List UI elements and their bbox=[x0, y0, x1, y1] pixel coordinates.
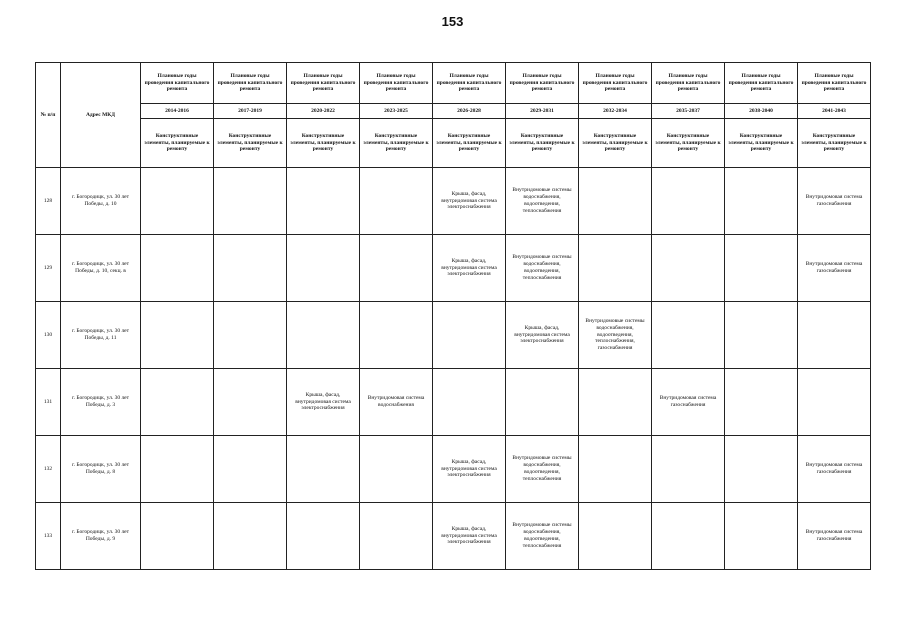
repair-elements-cell bbox=[287, 503, 360, 570]
header-period-title: Плановые годы проведения капитального ремонта bbox=[579, 63, 652, 104]
repair-elements-cell bbox=[287, 168, 360, 235]
repair-elements-cell bbox=[287, 436, 360, 503]
repair-elements-cell: Внутридомовая система газоснабжения bbox=[798, 168, 871, 235]
row-number: 129 bbox=[36, 235, 61, 302]
header-period-years: 2041-2043 bbox=[798, 104, 871, 119]
repair-elements-cell bbox=[141, 302, 214, 369]
header-period-title: Плановые годы проведения капитального ремонта bbox=[287, 63, 360, 104]
repair-elements-cell bbox=[141, 168, 214, 235]
repair-elements-cell bbox=[798, 302, 871, 369]
header-period-years: 2029-2031 bbox=[506, 104, 579, 119]
header-period-title: Плановые годы проведения капитального ремонта bbox=[141, 63, 214, 104]
repair-elements-cell bbox=[214, 302, 287, 369]
header-period-subtitle: Конструктивные элементы, планируемые к ремонту bbox=[652, 119, 725, 168]
repair-elements-cell: Внутридомовые системы водоснабжения, водоотведения, теплоснабжения bbox=[506, 235, 579, 302]
header-period-subtitle: Конструктивные элементы, планируемые к ремонту bbox=[579, 119, 652, 168]
row-number: 128 bbox=[36, 168, 61, 235]
capital-repair-plan-table bbox=[35, 62, 871, 570]
repair-elements-cell: Внутридомовые системы водоснабжения, водоотведения, теплоснабжения, газоснабжения bbox=[579, 302, 652, 369]
row-address: г. Богородицк, ул. 30 лет Победы, д. 10 bbox=[61, 168, 141, 235]
repair-elements-cell bbox=[725, 302, 798, 369]
row-address: г. Богородицк, ул. 30 лет Победы, д. 8 bbox=[61, 436, 141, 503]
header-period-years: 2017-2019 bbox=[214, 104, 287, 119]
header-period-subtitle: Конструктивные элементы, планируемые к ремонту bbox=[725, 119, 798, 168]
header-period-years: 2023-2025 bbox=[360, 104, 433, 119]
repair-elements-cell bbox=[214, 235, 287, 302]
repair-elements-cell bbox=[579, 436, 652, 503]
header-title-row bbox=[36, 63, 871, 104]
repair-elements-cell bbox=[287, 235, 360, 302]
row-number: 132 bbox=[36, 436, 61, 503]
repair-elements-cell bbox=[433, 369, 506, 436]
page-number: 153 bbox=[441, 14, 464, 29]
repair-elements-cell bbox=[141, 503, 214, 570]
header-period-title: Плановые годы проведения капитального ремонта bbox=[214, 63, 287, 104]
repair-elements-cell bbox=[725, 436, 798, 503]
header-period-title: Плановые годы проведения капитального ремонта bbox=[798, 63, 871, 104]
header-period-subtitle: Конструктивные элементы, планируемые к ремонту bbox=[360, 119, 433, 168]
header-period-years: 2026-2028 bbox=[433, 104, 506, 119]
repair-elements-cell: Внутридомовая система газоснабжения bbox=[798, 235, 871, 302]
repair-elements-cell: Крыша, фасад, внутридомовая система электроснабжения bbox=[506, 302, 579, 369]
repair-elements-cell bbox=[141, 235, 214, 302]
repair-elements-cell: Внутридомовые системы водоснабжения, водоотведения, теплоснабжения bbox=[506, 168, 579, 235]
row-address: г. Богородицк, ул. 30 лет Победы, д. 9 bbox=[61, 503, 141, 570]
row-number: 130 bbox=[36, 302, 61, 369]
header-period-title: Плановые годы проведения капитального ремонта bbox=[360, 63, 433, 104]
header-number: № п/п bbox=[36, 63, 61, 168]
repair-elements-cell: Внутридомовая система газоснабжения bbox=[798, 503, 871, 570]
header-period-title: Плановые годы проведения капитального ремонта bbox=[725, 63, 798, 104]
repair-elements-cell bbox=[141, 369, 214, 436]
header-period-subtitle: Конструктивные элементы, планируемые к ремонту bbox=[798, 119, 871, 168]
repair-elements-cell: Крыша, фасад, внутридомовая система электроснабжения bbox=[287, 369, 360, 436]
repair-elements-cell bbox=[214, 168, 287, 235]
header-period-subtitle: Конструктивные элементы, планируемые к ремонту bbox=[287, 119, 360, 168]
table-row bbox=[36, 235, 871, 302]
repair-elements-cell bbox=[579, 503, 652, 570]
repair-elements-cell: Внутридомовая система водоснабжения bbox=[360, 369, 433, 436]
header-period-subtitle: Конструктивные элементы, планируемые к ремонту bbox=[141, 119, 214, 168]
row-number: 131 bbox=[36, 369, 61, 436]
table-row bbox=[36, 369, 871, 436]
repair-elements-cell bbox=[506, 369, 579, 436]
repair-elements-cell: Внутридомовые системы водоснабжения, водоотведения, теплоснабжения bbox=[506, 436, 579, 503]
repair-elements-cell bbox=[360, 503, 433, 570]
repair-elements-cell bbox=[579, 369, 652, 436]
header-period-subtitle: Конструктивные элементы, планируемые к ремонту bbox=[214, 119, 287, 168]
row-address: г. Богородицк, ул. 30 лет Победы, д. 3 bbox=[61, 369, 141, 436]
table-row bbox=[36, 503, 871, 570]
repair-elements-cell: Крыша, фасад, внутридомовая система электроснабжения bbox=[433, 503, 506, 570]
repair-elements-cell: Внутридомовая система газоснабжения bbox=[798, 436, 871, 503]
header-years-row bbox=[36, 104, 871, 119]
header-period-title: Плановые годы проведения капитального ремонта bbox=[652, 63, 725, 104]
table-row bbox=[36, 168, 871, 235]
table-body bbox=[36, 168, 871, 570]
table-header bbox=[36, 63, 871, 168]
row-number: 133 bbox=[36, 503, 61, 570]
header-period-years: 2032-2034 bbox=[579, 104, 652, 119]
repair-elements-cell bbox=[214, 369, 287, 436]
repair-elements-cell bbox=[214, 436, 287, 503]
header-period-years: 2038-2040 bbox=[725, 104, 798, 119]
row-address: г. Богородицк, ул. 30 лет Победы, д. 10, секц. в bbox=[61, 235, 141, 302]
repair-elements-cell bbox=[360, 168, 433, 235]
repair-elements-cell: Внутридомовая система газоснабжения bbox=[652, 369, 725, 436]
repair-elements-cell bbox=[725, 369, 798, 436]
table-row bbox=[36, 436, 871, 503]
header-period-years: 2014-2016 bbox=[141, 104, 214, 119]
header-period-years: 2035-2037 bbox=[652, 104, 725, 119]
repair-elements-cell bbox=[652, 235, 725, 302]
header-period-title: Плановые годы проведения капитального ремонта bbox=[506, 63, 579, 104]
repair-elements-cell bbox=[652, 503, 725, 570]
repair-elements-cell bbox=[360, 235, 433, 302]
repair-elements-cell bbox=[214, 503, 287, 570]
table-row bbox=[36, 302, 871, 369]
row-address: г. Богородицк, ул. 30 лет Победы, д. 11 bbox=[61, 302, 141, 369]
repair-elements-cell bbox=[287, 302, 360, 369]
repair-elements-cell bbox=[798, 369, 871, 436]
repair-elements-cell bbox=[579, 168, 652, 235]
header-period-subtitle: Конструктивные элементы, планируемые к ремонту bbox=[433, 119, 506, 168]
repair-elements-cell bbox=[433, 302, 506, 369]
repair-elements-cell: Внутридомовые системы водоснабжения, водоотведения, теплоснабжения bbox=[506, 503, 579, 570]
header-sub-row bbox=[36, 119, 871, 168]
repair-elements-cell: Крыша, фасад, внутридомовая система электроснабжения bbox=[433, 436, 506, 503]
header-address: Адрес МКД bbox=[61, 63, 141, 168]
repair-elements-cell bbox=[725, 235, 798, 302]
repair-elements-cell bbox=[652, 302, 725, 369]
repair-elements-cell: Крыша, фасад, внутридомовая система электроснабжения bbox=[433, 235, 506, 302]
repair-elements-cell bbox=[579, 235, 652, 302]
repair-elements-cell bbox=[652, 436, 725, 503]
header-period-years: 2020-2022 bbox=[287, 104, 360, 119]
repair-elements-cell bbox=[725, 168, 798, 235]
header-period-title: Плановые годы проведения капитального ремонта bbox=[433, 63, 506, 104]
repair-elements-cell bbox=[725, 503, 798, 570]
repair-elements-cell bbox=[652, 168, 725, 235]
repair-elements-cell bbox=[360, 436, 433, 503]
repair-elements-cell bbox=[141, 436, 214, 503]
repair-elements-cell bbox=[360, 302, 433, 369]
repair-elements-cell: Крыша, фасад, внутридомовая система электроснабжения bbox=[433, 168, 506, 235]
header-period-subtitle: Конструктивные элементы, планируемые к ремонту bbox=[506, 119, 579, 168]
